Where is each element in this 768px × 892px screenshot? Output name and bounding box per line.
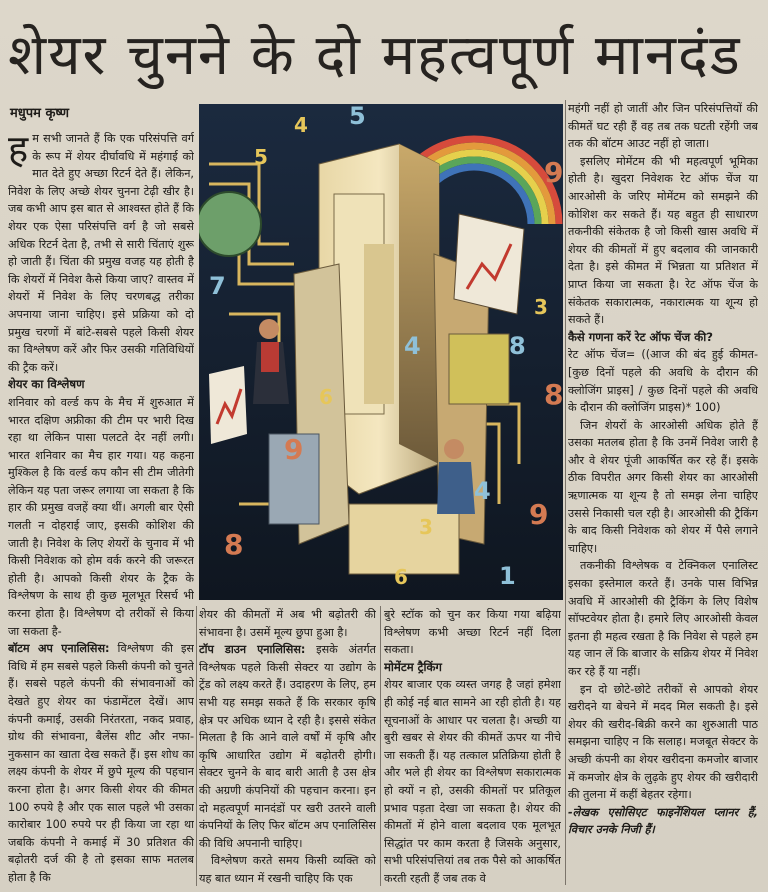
paragraph: म सभी जानते हैं कि एक परिसंपत्ति वर्ग के रूप में शेयर दीर्घावधि में महंगाई को मात देते हुए अच्छा रिटर्न देते हैं। लेकिन, निवेश के लिए अच्छे शेयर चुनना टेढ़ी खीर है। जब कभी आप इस बात से आश्वस्त होते हैं कि शेयर एक ऐसा परिसंपत्ति वर्ग है जो सबसे अधिक रिटर्न देता है, तभी से सारी चिंताएं शुरू हो जाती हैं। चिंता की प्रमुख वजह यह होती है कि शेयरों में निवेश कैसे किया जाए? वास्तव में शेयरों में निवेश के लिए चरणबद्ध तरीका अपनाया जाना चाहिए। इसे प्रक्रिया को दो प्रमुख चरणों में बांटे-सबसे पहले किसी शेयर का विश्लेषण करें और फिर उसकी गतिविधियों की ट्रैक करें। bbox=[8, 132, 194, 374]
paragraph-text: विश्लेषण की इस विधि में हम सबसे पहले किसी कंपनी को चुनते हैं। सबसे पहले कंपनी की संभावनाओं को देखते हुए शेयर का फंडामेंटल देखें। आप कंपनी कमाई, उसकी निरंतरता, नकद प्रवाह, ग्रोथ की संभावना, बैलेंस शीट और नफा-नुकसान का खाता देख सकते हैं। इस शोध का लक्ष्य कंपनी के शेयर में छुपे मूल्य की पहचान करना होता है। अगर किसी शेयर की कीमत 100 रुपये है और एक साल पहले भी उसका कारोबार 100 रुपये पर ही किया जा रहा था जबकि कंपनी ने कमाई में 30 प्रतिशत की बढ़ोतरी दर्ज की है तो इसका साफ मतलब होता है कि bbox=[8, 642, 194, 884]
paragraph bbox=[8, 640, 194, 885]
drop-cap: ह bbox=[8, 130, 29, 171]
illustration-digit: 9 bbox=[529, 498, 549, 531]
paragraph: बुरे स्टॉक को चुन कर किया गया बढ़िया विश्लेषण कभी अच्छा रिटर्न नहीं दिला सकता। bbox=[384, 608, 561, 657]
illustration-digit: 4 bbox=[474, 477, 491, 505]
illustration-digit: 9 bbox=[544, 156, 563, 189]
stock-illustration bbox=[199, 104, 563, 600]
headline: शेयर चुनने के दो महत्वपूर्ण मानदंड bbox=[8, 23, 742, 88]
paragraph-text: इसके अंतर्गत विश्लेषक पहले किसी सेक्टर या उद्योग के ट्रेंड को लक्ष्य करते हैं। उदाहरण के लिए, हम सभी यह समझ सकते हैं कि सरकार कृषि क्षेत्र पर अधिक ध्यान दे रही है। इससे संकेत मिलता है कि आने वाले वर्षों में कृषि और कृषि आधारित उद्योग में बढ़ोतरी होगी। सेक्टर चुनने के बाद बारी आती है उस क्षेत्र की अग्रणी कंपनियों की पहचान करना। इन दो महत्वपूर्ण मानदंडों पर खरी उतरने वाली कंपनियों के लिए फिर बॉटम अप एनालिसिस की विधि अपनानी चाहिए। bbox=[199, 643, 376, 850]
illustration-digit: 5 bbox=[349, 104, 366, 130]
illustration-digit: 8 bbox=[509, 332, 526, 360]
illustration-digit: 4 bbox=[404, 332, 421, 360]
subheading: कैसे गणना करें रेट ऑफ चेंज की? bbox=[568, 329, 713, 344]
subheading-inline: टॉप डाउन एनालिसिस: bbox=[199, 643, 306, 657]
paragraph: तकनीकी विश्लेषक व टेक्निकल एनालिस्ट इसका इस्तेमाल करते हैं। उनके पास विभिन्न अवधि में आरओसी की ट्रैकिंग के लिए विशेष सॉफ्टवेयर होता है। हमारे लिए आरओसी केवल इतना ही महत्व रखता है कि निवेश से पहले हम यह जान लें कि बाजार के सक्रिय शेयर में निवेश कर रहे हैं या नहीं। bbox=[568, 559, 758, 678]
chart-board bbox=[454, 214, 524, 314]
paragraph: जिन शेयरों के आरओसी अधिक होते हैं उसका मतलब होता है कि उनमें निवेश जारी है और वे शेयर पूंजी आकर्षित कर रहे हैं। इसके ठीक विपरीत अगर किसी शेयर का आरओसी ऋणात्मक या शून्य है तो समझ लेना चाहिए उससे निकासी चल रही है। आरओसी की ट्रैकिंग के बाद किसी निवेशक को शेयर में पैसे लगाने चाहिए। bbox=[568, 418, 758, 555]
illustration-digit: 6 bbox=[319, 385, 333, 409]
illustration-digit: 1 bbox=[499, 562, 516, 590]
subheading-inline: बॉटम अप एनालिसिस: bbox=[8, 642, 110, 656]
illustration-digit: 8 bbox=[544, 378, 563, 411]
illustration-digit: 6 bbox=[394, 565, 408, 589]
article-column-3 bbox=[384, 606, 561, 886]
arrow-chart bbox=[209, 366, 247, 444]
column-divider bbox=[565, 100, 566, 885]
illustration-digit: 4 bbox=[294, 113, 308, 137]
paragraph: रेट ऑफ चेंज= ((आज की बंद हुई कीमत- [कुछ दिनों पहले की अवधि के दौरान की क्लोजिंग प्राइस] / कुछ दिनों पहले की अवधि के दौरान की क्लोजिंग प्राइस)* 100) bbox=[568, 348, 758, 415]
paragraph: इसलिए मोमेंटम की भी महत्वपूर्ण भूमिका होती है। खुदरा निवेशक रेट ऑफ चेंज या आरओसी के जरिए मोमेंटम को समझने की कोशिश कर सकते हैं। यह बहुत ही साधारण तकनीकी संकेतक है जो किसी खास अवधि में शेयर की कीमतों में हुए बदलाव की जानकारी देता है। इसे कीमत में भिन्नता या प्रतिशत में प्राप्त किया जा सकता है। रेट ऑफ चेंज के संकेतक सकारात्मक, नकारात्मक या शून्य हो सकते हैं। bbox=[568, 154, 758, 327]
column-divider bbox=[196, 606, 197, 886]
paragraph: महंगी नहीं हो जातीं और जिन परिसंपत्तियों की कीमतें घट रही हैं वह तब तक घटती रहेंगी जब तक की बॉटम आउट नहीं हो जाता। bbox=[568, 102, 758, 151]
paragraph: इन दो छोटे-छोटे तरीकों से आपको शेयर खरीदने या बेचने में मदद मिल सकती है। इसे शेयर की खरीद-बिक्री करने का शुरुआती पाठ समझना चाहिए न कि सलाह। मजबूत सेक्टर के अच्छी कंपनी का शेयर खरीदना कमजोर बाजार में कमजोर क्षेत्र के लुढ़के हुए शेयर की खरीदारी की तुलना में कहीं बेहतर रहेगा। bbox=[568, 682, 758, 802]
article-column-4 bbox=[568, 100, 758, 885]
globe-shape bbox=[199, 192, 261, 256]
column-divider bbox=[380, 606, 381, 886]
illustration-digit: 7 bbox=[209, 272, 226, 300]
article-column-2 bbox=[199, 606, 376, 886]
illustration-digit: 8 bbox=[224, 528, 244, 561]
paragraph: विश्लेषण करते समय किसी व्यक्ति को यह बात ध्यान में रखनी चाहिए कि एक bbox=[199, 854, 376, 885]
paragraph: शेयर की कीमतों में अब भी बढ़ोतरी की संभावना है। उसमें मूल्य छुपा हुआ है। bbox=[199, 608, 376, 639]
subheading: शेयर का विश्लेषण bbox=[8, 377, 85, 392]
illustration-digit: 3 bbox=[534, 295, 548, 319]
illustration-digit: 9 bbox=[284, 433, 304, 466]
article-column-1 bbox=[8, 130, 194, 885]
paragraph bbox=[199, 641, 376, 852]
byline: मधुपम कृष्ण bbox=[10, 106, 70, 121]
illustration-digit: 5 bbox=[254, 145, 268, 169]
author-credit: -लेखक एसोसिएट फाइनेंशियल प्लानर हैं, विचार उनके निजी हैं। bbox=[568, 805, 758, 837]
paragraph: शेयर बाजार एक व्यस्त जगह है जहां हमेशा ही कोई नई बात सामने आ रही होती है। यह सूचनाओं के आधार पर चलता है। अच्छी या बुरी खबर से शेयर की कीमतें ऊपर या नीचे जा सकती हैं। यह तत्काल प्रतिक्रिया होती है और भले ही शेयर का विश्लेषण सकारात्मक हो क्यों न हो, उसकी कीमतों पर प्रतिकूल प्रभाव पड़ता देखा जा सकता है। शेयर की कीमतों में होने वाला बदलाव एक मूलभूत सिद्धांत पर काम करता है जिसके अनुसार, सभी परिसंपत्तियां तब तक पैसे को आकर्षित करती रहती हैं जब तक वे bbox=[384, 678, 561, 885]
subheading: मोमेंटम ट्रैकिंग bbox=[384, 659, 442, 674]
illustration-digit: 3 bbox=[419, 515, 433, 539]
paragraph: शनिवार को वर्ल्ड कप के मैच में शुरुआत में भारत दक्षिण अफ्रीका की टीम पर भारी दिख रहा था लेकिन पासा पलटते देर नहीं लगी। भारत शनिवार का मैच हार गया। यह कहना मुश्किल है कि वर्ल्ड कप कौन सी टीम जीतेगी लेकिन यह पता जरूर लगाया जा सकता है कि हार की प्रमुख वजहें क्या थीं। अगली बार ऐसी गलती न दोहराई जाए, इसकी कोशिश की जाती है। निवेश के लिए शेयरों के चुनाव में भी किसी निवेशक को होम वर्क करने की जरूरत होती है। आपको किसी शेयर के ट्रैक के विश्लेषण के साथ ही कुछ मूलभूत रिसर्च भी करना होता है। विश्लेषण दो तरीकों से किया जा सकता है- bbox=[8, 395, 194, 638]
